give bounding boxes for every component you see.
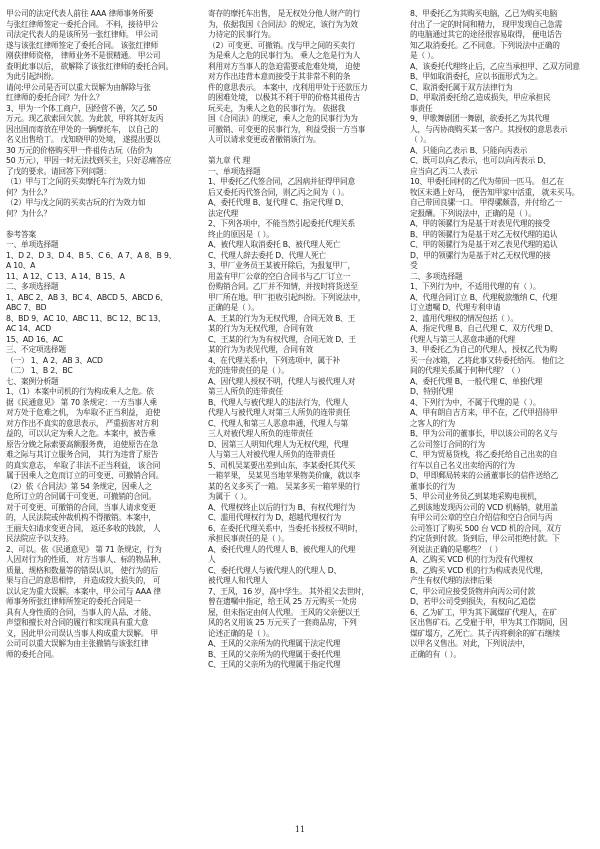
text-line: 3、甲为一个体工商户，因经营不善，欠乙 50 [6, 103, 158, 113]
text-line: 的电脑通过其它的途径很容易取得， 便电话告 [410, 30, 562, 39]
text-line: 与张红律师签定一委托合同。 不料，接待甲公 [6, 19, 158, 29]
text-line: 乙公司签订合同的行为 [410, 439, 485, 449]
text-line: 某的名义多买了一箱。 吴某多买一箱苹果的行 [208, 481, 360, 491]
text-line: 有甲公司公章的空白介绍信和空白合同与丙 [410, 513, 553, 522]
text-line: 某的行为为无权代理，合同有效 [208, 324, 313, 333]
text-line: 查明此事以后， 欲解除了该张红律师的委托合同。 [6, 61, 173, 71]
text-line: （ ）。 [410, 135, 431, 144]
text-line: 6、在委托代理关系中，当委托书授权不明时， [208, 523, 363, 533]
text-line: C、代理人和第三人恶意串通，代理人与第 [208, 418, 348, 428]
text-line: 5、司机吴某要出差到山东，李某委托其代买 [208, 460, 355, 470]
text-line: 对方处于危难之机， 为牟取不正当利益， 迫使 [6, 408, 161, 417]
text-line: 的困难处境， 以极其不利于甲的价格其祖传古 [208, 93, 360, 102]
text-line: C、代理人辞去委托 D、代理人死亡 [208, 250, 326, 260]
text-line: 了戊的要求。请回答下列问题： [6, 166, 111, 176]
text-line: 红律师的委托合同？为什么？ [6, 93, 104, 102]
text-line: 5、甲公司业务员乙到某地采购电视机， [410, 492, 542, 501]
text-column-middle [208, 9, 393, 671]
text-line: 为属于（ ）。 [208, 492, 252, 501]
text-line: 某的行为为表见代理，合同有效 [208, 345, 313, 354]
text-line: 4、在代理关系中，下列选项中，属于补 [208, 355, 340, 365]
text-line: 二、多项选择题 [410, 271, 463, 281]
text-line: （1）甲与丁之间的买卖摩托车行为效力如 [6, 177, 146, 186]
text-line: D、若甲公司受到损失，有权向乙追偿 [410, 597, 536, 606]
text-line: 屋，但未指定由何人代理。 王风的父亲便以王 [208, 607, 360, 617]
text-line: B、乙购买 VCD 机的行为构成表见代理， [410, 565, 548, 575]
text-line: 10、甲委托同村的乙代为带回一匹马。 但乙在 [410, 177, 564, 186]
text-line: 代理人与第三人恶意串通的代理 [410, 334, 515, 344]
text-line: 民法院应予以支持。 [6, 534, 74, 543]
text-line: 的真实意志， 牟取了非法不正当利益， 该合同 [6, 460, 161, 470]
text-line: D、甲取消委托给乙造成损失，甲应承担民 [410, 93, 551, 102]
text-line: 对于可变更、可撤销的合同，当事人请求变更 [6, 502, 156, 512]
text-line: D、因第三人明知代理人为无权代理，代理 [208, 439, 349, 449]
text-line: D、特别代理 [410, 387, 454, 396]
text-line: 力待定的民事行为。 [208, 30, 276, 39]
text-line: 师事务所张红律师所签定的委托合同是一 [6, 597, 141, 606]
text-line: B、甲的领骡行为是基于对乙无权代理的追认 [410, 229, 558, 239]
text-line: 刚获律师资格， 律师业务不是很精通。 甲公司 [6, 51, 161, 60]
text-line: 正确的有（ ）。 [410, 649, 461, 659]
text-line: 玩买走，为乘人之危的民事行为。 依据我 [208, 103, 346, 113]
text-line: A、因代理人授权不明，代理人与被代理人对 [208, 376, 356, 386]
text-line: 9、甲歌舞剧团一舞剧，欲委托乙为其代理 [410, 114, 550, 123]
text-line: A、指定代理 B、自己代理 C、双方代理 D、 [410, 324, 558, 333]
text-line: 万元。现乙欲索回欠款。为此款，甲将其好友丙 [6, 114, 164, 123]
text-line: A、甲的领骡行为是基于对表见代理的接受 [410, 219, 550, 228]
text-line: 4、下列行为中，不属于代理的是（ ）。 [410, 397, 541, 407]
text-line: 3、甲委托乙为自己的代理人，授权乙代为购 [410, 345, 557, 354]
text-line: 1、ABC 2、AB 3、BC 4、ABCD 5、ABCD 6、 [6, 292, 168, 302]
text-line: 付出了一定的时间和精力， 现甲发现自己急需 [410, 19, 562, 29]
text-line: 的，人民法院或仲裁机构不得撤销。本案中， [6, 513, 156, 522]
text-line: （二） 1、B 2、BC [6, 366, 73, 375]
text-line: 何？为什么？ [6, 187, 51, 197]
text-line: 应当向乙丙二人表示 [410, 166, 478, 176]
text-line: 难之际与其订立服务合同， 其行为违背了原告 [6, 450, 158, 459]
text-line: D、甲即郵局转来的公函董事长的信件送给乙 [410, 471, 558, 480]
text-line: 原告分娩之际索要高额服务费， 迫使原告在急 [6, 439, 158, 449]
text-line: 甲厂所在地。甲厂拒收引起纠纷。下列说法中， [208, 292, 366, 302]
text-line: 国《合同法》的规定，乘人之危的民事行为为 [208, 114, 358, 123]
text-line: A、被代理人取消委托 B、被代理人死亡 [208, 240, 341, 249]
text-line: 产生有权代理的法律后果 [410, 576, 493, 585]
text-line: 第九章 代 理 [208, 156, 250, 165]
text-line: C、取消委托属于双方法律行为 [410, 82, 513, 92]
text-line: 据《民通意见》 第 70 条规定：一方当事人乘 [6, 397, 157, 407]
text-line: A、代理合同订立 B、代理税款缴纳 C、代理 [410, 292, 558, 302]
text-line: 煤矿塌方，乙死亡。其子丙将剩余的矿石继续 [410, 628, 560, 638]
text-line: 对方作出不真实的意思表示， 严重损害对方利 [6, 418, 158, 428]
text-line: 人 [208, 555, 216, 564]
text-line: 7、王风，16 岁，高中学生。 其外祖父去世时， [208, 586, 369, 596]
text-line: 司法定代表人的是该所另一张红律师。 甲公司 [6, 30, 158, 39]
text-line: 曾在遗嘱中指定，给王风 25 万元购买一处房 [208, 597, 357, 606]
text-line: 为是乘人之危的民事行为。 乘人之危是行为人 [208, 51, 360, 60]
text-line: 人与第三人对被代理人所负的连带责任 [208, 450, 336, 459]
text-column-right [410, 9, 595, 660]
text-line: 危所订立的合同属于可变更、可撤销的合同。 [6, 492, 156, 501]
text-line: 定报酬。下列说法中，正确的是（ ）。 [410, 208, 536, 218]
text-line: ABC 7、BD [6, 303, 47, 312]
text-line: 11、A 12、C 13、A 14、B 15、A [6, 271, 125, 281]
text-line: 为，依据我国《合同法》的规定，该行为为效 [208, 19, 358, 29]
text-line: 果与自己的意思相悖， 并造成较大损失的， 可 [6, 576, 161, 585]
text-line: 董事长的行为 [410, 481, 455, 491]
text-line: 列说法正确的是哪些？（ ） [410, 544, 503, 554]
text-line: 具有人身性质的合同，当事人的人品、才能、 [6, 607, 156, 617]
text-line: 甲公司的法定代表人前往 AAA 律师事务所要 [6, 9, 154, 18]
text-line: 15、AD 16、AC [6, 334, 63, 344]
text-line: 充的连带责任的是（ ）。 [208, 366, 289, 375]
text-line: 何？为什么？ [6, 208, 51, 218]
text-line: AC 14、ACD [6, 324, 52, 333]
text-line: 买一台冰箱， 乙将此事又转委托给丙。 他们之 [410, 355, 565, 365]
text-line: A、王某的行为为无权代理，合同无效 B、王 [208, 313, 356, 323]
text-line: 行车以自己名义出卖给丙的行为 [410, 460, 515, 470]
text-line: 为此引起纠纷。 [6, 72, 59, 81]
text-line: 订立遗嘱 D、代理专利申请 [410, 303, 501, 312]
text-line: 二、多项选择题 [6, 282, 59, 291]
text-line: 50 万元），甲因一时无法找到买主，只好忍痛答应 [6, 156, 172, 165]
text-line: 代理人与被代理人对第三人所负的连带责任 [208, 408, 351, 417]
text-line: 七、案例分析题 [6, 376, 59, 386]
text-line: 参考答案 [6, 229, 36, 239]
text-line: A、该委托代理终止后，乙应当承担甲、乙双方同意 [410, 61, 580, 71]
text-line: B、甲如取消委托，应以书面形式为之。 [410, 72, 543, 81]
text-line: C、甲的领骡行为是基于对乙表见代理的追认 [410, 240, 558, 249]
text-line: 1、（1）本案中司机的行为构成乘人之危。依 [6, 387, 154, 396]
text-line: 2、可以。依《民通意见》 第 71 条规定，行为 [6, 544, 162, 554]
text-line: C、委托代理人与被代理人的代理人 D、 [208, 565, 341, 575]
text-line: 终止的原因是（ ）。 [208, 229, 274, 239]
text-line: 一箱苹果， 吴某见当地苹果物美价廉，就以李 [208, 471, 360, 480]
text-line: 人因对行为的性质、 对方当事人、标的物品种、 [6, 555, 166, 564]
text-line: 利用对方当事人的急迫需要或危难处境， 迫使 [208, 61, 360, 71]
text-line: 公司签订了购买 500 台 VCD 机的合同，双方 [410, 523, 562, 533]
text-line: 自己带回良骡一口。 甲得骡颇喜，并付给乙一 [410, 198, 562, 207]
text-line: 王丽夫妇请求变更合同， 返还多收的钱款， 人 [6, 523, 161, 533]
text-line: 义，因此甲公司误认当事人构成重大误解。 甲 [6, 628, 158, 638]
text-line: 之客人的行为 [410, 418, 455, 428]
text-line: 区出售矿石。乙受雇于甲，甲为其工作期间，因 [410, 618, 568, 627]
text-line: 正确的是（ ）。 [208, 303, 259, 312]
text-line: （一） 1、A 2、AB 3、ACD [6, 355, 103, 365]
text-line: 寄存的摩托车出售， 是无权处分他人财产的行 [208, 9, 360, 18]
text-line: A、委托代理 B、复代理 C、指定代理 D、 [208, 198, 349, 207]
text-line: 被代理人和代理人 [208, 576, 268, 585]
text-line: 三、不定项选择题 [6, 345, 66, 354]
text-line: 风的名义用该 25 万元买了一套商品房，下列 [208, 618, 357, 627]
text-line: 牧区未遇上好马， 便告知甲家中活重， 就未买马。 [410, 187, 580, 197]
text-line: 1、下列行为中，不适用代理的有（ ）。 [410, 282, 541, 291]
text-line: 论述正确的是（ ）。 [208, 628, 274, 638]
text-line: 份购销合同。乙厂并不知情，并按时将货送至 [208, 282, 358, 291]
text-line: 30 万元的价格购买甲一件祖传古玩（估价为 [6, 145, 153, 155]
text-line: 后又委托丙代签合同，则乙丙之间为（ ）。 [208, 187, 349, 197]
text-line: 人，与丙协商购买某一客户。其授权的意思表示 [410, 124, 568, 134]
page-number: 11 [294, 825, 306, 834]
text-line: C、王风的父亲所为的代理属于指定代理 [208, 660, 341, 669]
text-line: 用盖有甲厂公章的空白合同书与乙厂订立一 [208, 271, 351, 281]
text-line: 事责任 [410, 103, 433, 113]
text-line: 承担民事责任的是（ ）。 [208, 534, 289, 543]
text-line: 人可以请求变更或者撤销该行为。 [208, 135, 321, 144]
text-line: C、甲公司应接受货物并向丙公司付款 [410, 586, 535, 596]
text-line: 一、单项选择题 [208, 166, 261, 176]
text-line: A、代理权终止以后的行为 B、有权代理行为 [208, 502, 356, 512]
text-line: 3、甲厂业务员王某被开除后，为报复甲厂， [208, 261, 355, 270]
text-line: 质量、规格和数量等的错误认识， 使行为的后 [6, 565, 158, 575]
text-line: B、代理人与被代理人的违法行为，代理人 [208, 397, 348, 407]
text-line [6, 219, 191, 230]
text-line: 对方作出违背本意而接受于其非常不利的条 [208, 72, 351, 81]
text-line: 一、单项选择题 [6, 240, 59, 249]
text-line: 名义出售给丁。 戊知晓甲的处境， 遂提出要以 [6, 135, 161, 144]
text-line: D、甲的领骡行为是基于对乙无权代理的接 [410, 250, 551, 260]
text-line: 三人对被代理人所负的连带责任 [208, 429, 313, 438]
text-line: A、只能向乙表示 B、只能向丙表示 [410, 145, 528, 155]
text-line: 第三人所负的连带责任 [208, 387, 283, 396]
text-line: 约定货到付款。货到后，甲公司拒绝付款。下 [410, 534, 560, 543]
text-line: C、滥用代理权行为 D、超越代理权行为 [208, 513, 341, 522]
text-line: 6、乙为矿工，甲为其下属煤矿代理人，在矿 [410, 607, 557, 617]
text-line: 师的委托合同。 [6, 649, 59, 659]
text-line: C、既可以向乙表示，也可以向丙表示 D、 [410, 156, 551, 165]
text-line: 乙到该地发现丙公司的 VCD 机畅销，就用盖 [410, 502, 558, 512]
text-line: 1、甲委托乙代签合同，乙因病并征得甲同意 [208, 177, 355, 186]
text-line: C、王某的行为为有权代理，合同无效 D、王 [208, 334, 356, 344]
text-line: A、乙购买 VCD 机的行为没有代理权 [410, 555, 533, 564]
text-line: 8、BD 9、AC 10、ABC 11、BC 12、BC 13、 [6, 313, 166, 323]
text-line: （2）甲与戊之间的买卖古玩的行为效力如 [6, 198, 146, 207]
text-line: 益的，可以认定为乘人之危。本案中，被告乘 [6, 429, 156, 438]
text-line: A、甲有朗自吉方来，甲不在，乙代甲招待甲 [410, 408, 558, 417]
text-line: 声望和擅长对合同的履行和实现具有重大意 [6, 618, 149, 627]
text-line: A、王风的父亲所为的代理属于法定代理 [208, 639, 341, 648]
text-line: 法定代理 [208, 208, 238, 218]
text-line: 以认定为重大误解。本案中，甲公司与 AAA 律 [6, 586, 161, 596]
text-line: 公司可以重大误解为由主张撤销与该张红律 [6, 639, 149, 648]
text-line: 是（ ）。 [410, 51, 439, 60]
text-line: 请问:甲公司是否可以重大误解为由解除与张 [6, 82, 151, 92]
text-line: 1、D 2、D 3、D 4、B 5、C 6、A 7、A 8、B 9、 [6, 250, 177, 260]
text-line: 知乙取消委托。乙不同意。下列说法中正确的 [410, 40, 560, 50]
text-line: 属于因乘人之危而订立的可变更、可撤销合同。 [6, 471, 164, 480]
text-line: A 10、A [6, 261, 36, 270]
text-line: 2、滥用代理权的情况包括（ ）。 [410, 313, 518, 323]
text-line [208, 146, 393, 157]
text-line: A、委托代理 B、一般代理 C、单独代理 [410, 376, 543, 386]
text-column-left [6, 9, 191, 660]
text-line: 2、下列各项中，不能当然引起委托代理关系 [208, 219, 355, 228]
text-line: 间的代理关系属于何种代理？（ ） [410, 366, 525, 375]
text-line: 可撤销、可变更的民事行为，利益受损一方当事 [208, 124, 366, 134]
text-line: 受 [410, 261, 418, 270]
text-line: 8、甲委托乙为其购买电脑，乙已为购买电脑 [410, 9, 557, 18]
text-line: （2）依《合同法》第 54 条规定，因乘人之 [6, 481, 152, 491]
text-line: A、委托代理人的代理人 B、被代理人的代理 [208, 544, 356, 554]
text-line: 以甲名义售出。对此，下列说法中， [410, 639, 530, 648]
text-line: B、甲为公司的董事长，甲以该公司的名义与 [410, 429, 558, 438]
text-line: B、王风的父亲所为的代理属于委托代理 [208, 649, 341, 659]
text-line: 件的意思表示。 本案中，戊利用甲处于还款压力 [208, 82, 368, 92]
text-line: （2）可变更、可撤销。戊与甲之间的买卖行 [208, 40, 355, 50]
text-line: C、甲为贸易货栈，将乙委托给自己出卖的自 [410, 450, 558, 459]
text-line: 遂与该张红律师签定了委托合同。 该张红律师 [6, 40, 158, 50]
text-line: 因出国而寄放在甲处的一辆摩托车， 以自己的 [6, 124, 158, 134]
